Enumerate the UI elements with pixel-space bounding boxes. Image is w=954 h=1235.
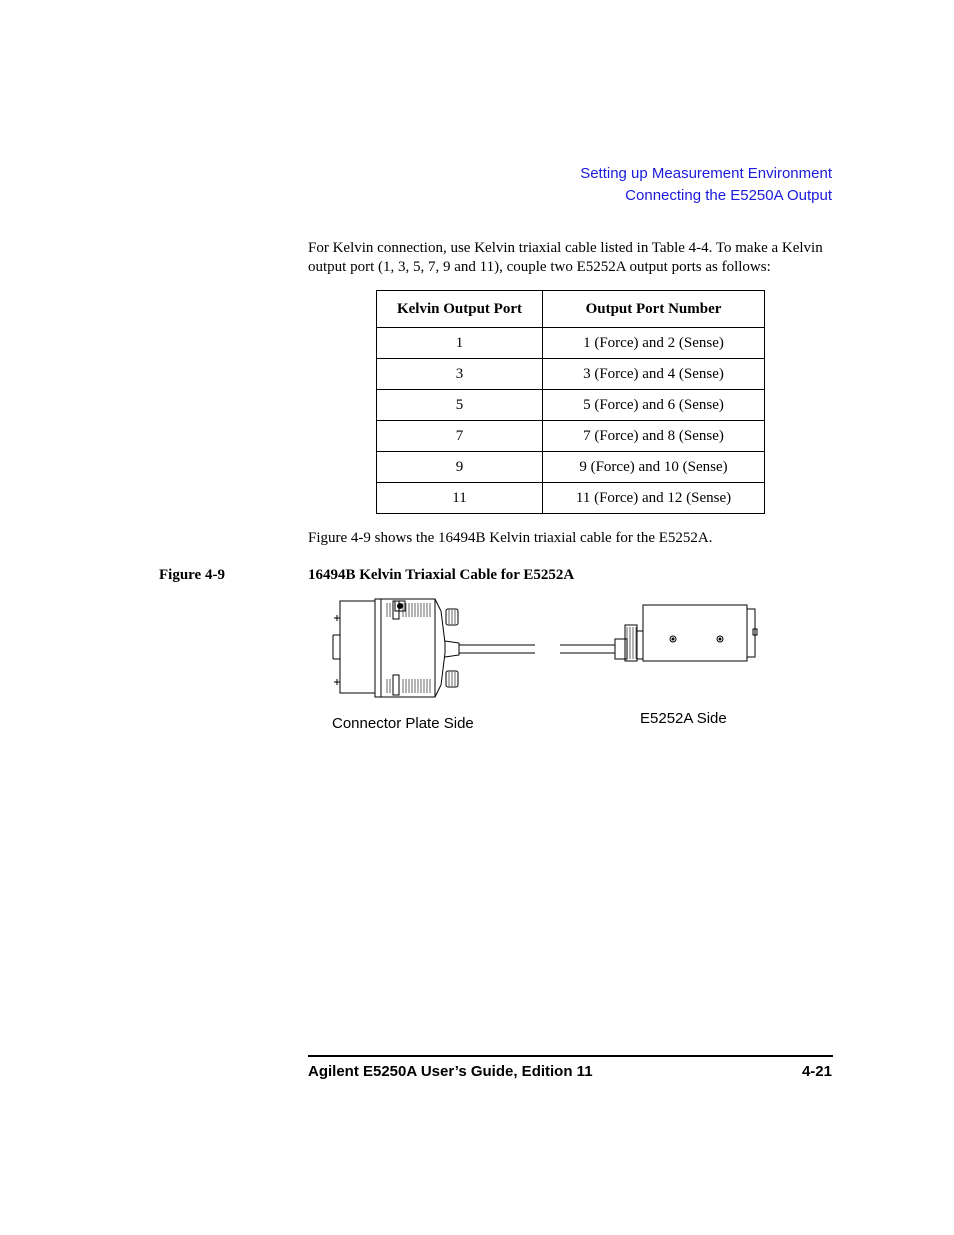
intro-paragraph: For Kelvin connection, use Kelvin triaxial cable listed in Table 4-4. To make a Kelvin output port (1, 3, 5, 7, 9 and 11), couple two E5252A output ports as follows: xyxy=(308,240,823,275)
output-port-cell: 7 (Force) and 8 (Sense) xyxy=(543,421,765,452)
running-header-section: Setting up Measurement Environment xyxy=(580,165,832,182)
kelvin-port-cell: 11 xyxy=(377,483,543,514)
column-header-output-port: Output Port Number xyxy=(543,291,765,328)
output-port-cell: 11 (Force) and 12 (Sense) xyxy=(543,483,765,514)
output-port-cell: 3 (Force) and 4 (Sense) xyxy=(543,359,765,390)
output-port-cell: 9 (Force) and 10 (Sense) xyxy=(543,452,765,483)
connector-plate-side-drawing xyxy=(333,599,535,697)
kelvin-cable-illustration xyxy=(325,595,765,707)
kelvin-port-cell: 5 xyxy=(377,390,543,421)
footer-rule xyxy=(308,1055,833,1057)
kelvin-port-table xyxy=(376,290,765,514)
column-header-kelvin-port: Kelvin Output Port xyxy=(377,291,543,328)
kelvin-port-cell: 9 xyxy=(377,452,543,483)
running-header-subsection: Connecting the E5250A Output xyxy=(625,187,832,204)
e5252a-side-caption: E5252A Side xyxy=(640,710,727,727)
table-row xyxy=(377,452,765,483)
kelvin-port-cell: 3 xyxy=(377,359,543,390)
figure-number: Figure 4-9 xyxy=(159,567,225,583)
figure-reference-paragraph: Figure 4-9 shows the 16494B Kelvin triaxial cable for the E5252A. xyxy=(308,530,713,546)
output-port-cell: 1 (Force) and 2 (Sense) xyxy=(543,328,765,359)
output-port-cell: 5 (Force) and 6 (Sense) xyxy=(543,390,765,421)
table-row xyxy=(377,359,765,390)
e5252a-side-drawing xyxy=(560,605,757,661)
table-row xyxy=(377,421,765,452)
connector-plate-side-caption: Connector Plate Side xyxy=(332,715,474,732)
table-row xyxy=(377,483,765,514)
table-row xyxy=(377,328,765,359)
kelvin-port-cell: 7 xyxy=(377,421,543,452)
page-number: 4-21 xyxy=(801,1063,832,1080)
figure-title: 16494B Kelvin Triaxial Cable for E5252A xyxy=(308,567,575,583)
table-row xyxy=(377,390,765,421)
kelvin-port-cell: 1 xyxy=(377,328,543,359)
footer-title: Agilent E5250A User’s Guide, Edition 11 xyxy=(308,1063,593,1080)
table-header-row xyxy=(377,291,765,328)
